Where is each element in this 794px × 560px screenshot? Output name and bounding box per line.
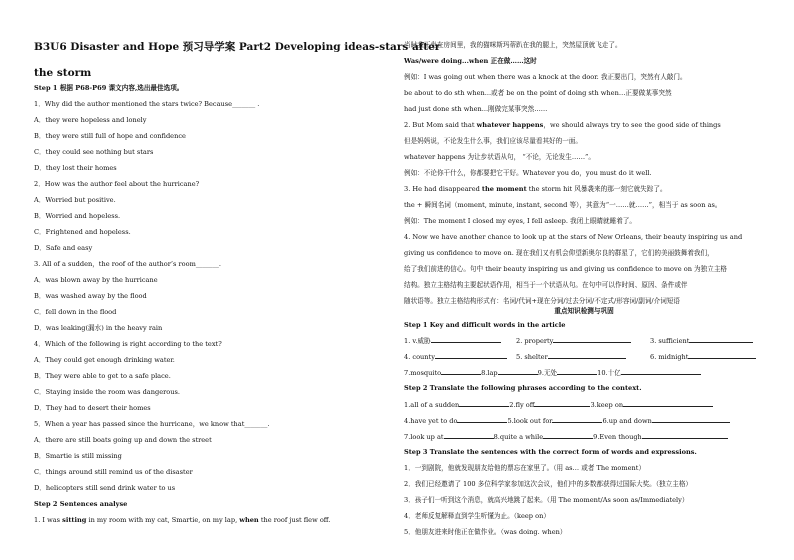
example-3: 例如：The moment I closed my eyes, I fell asleep. 我闭上眼睛就睡着了。 [404,217,636,225]
sentence-1-part-c: in my room with my cat, Smartie, on my lap, [86,516,240,524]
vocab-row-1 [404,336,501,345]
q1-option-c: C．they could see nothing but stars [34,148,154,156]
translate-item-3: 3．孩子们一听到这个消息，就高兴地跳了起来。（用 The moment/As soon as/Immediately） [404,496,689,504]
sentence-2-part-c: ，we should always try to see the good side of things [543,121,721,129]
sentence-3 [404,185,667,193]
q4-option-b: B．They were able to get to a safe place. [34,372,171,380]
q3-option-b: B．was washed away by the flood [34,292,147,300]
answer-blank[interactable] [441,368,481,375]
answer-blank[interactable] [689,336,753,343]
answer-blank[interactable] [498,368,538,375]
answer-blank[interactable] [444,432,494,439]
q1-option-b: B．they were still full of hope and confidence [34,132,186,140]
phrase-5: 5.look out for [507,417,553,425]
q2-option-c: C．Frightened and hopeless. [34,228,131,236]
answer-blank[interactable] [688,352,756,359]
vocab-row-2 [404,352,507,361]
sentence-2-keyword: whatever happens [476,121,544,129]
phrase-7: 7.look up at [404,433,444,441]
q5-option-d: D．helicopters still send drink water to us [34,484,176,492]
vocab-item-7: 7.mosquito [404,369,442,377]
q3-option-c: C．fell down in the flood [34,308,117,316]
q3-option-d: D．was leaking(漏水) in the heavy rain [34,324,163,332]
phrase-9: 9.Even though [593,433,642,441]
phrase-8: 8.quite a while [493,433,544,441]
phrase-2: 2.fly off [509,401,535,409]
question-2-stem: 2．How was the author feel about the hurricane? [34,180,200,188]
step1-words-heading: Step 1 Key and difficult words in the article [404,321,566,329]
q4-option-c: C．Staying inside the room was dangerous. [34,388,180,396]
example-1: 例如：I was going out when there was a knock at the door. 我正要出门，突然有人敲门。 [404,73,687,81]
phrase-4: 4.have yet to do [404,417,458,425]
translate-item-2: 2．我们已经邀请了 100 多位科学家参加这次会议，他们中的多数都获得过国际大奖。（独立主格） [404,480,693,488]
sentence-2 [404,121,721,129]
vocab-row-2c [650,352,756,361]
sentence-1 [34,516,330,524]
sentence-3-part-c: the storm hit 风暴袭来的那一刻它就失踪了。 [526,185,667,193]
answer-blank[interactable] [548,352,626,359]
review-title: 重点知识检测与巩固 [554,307,614,315]
vocab-item-9: 9.无处 [537,369,558,377]
q2-option-b: B．Worried and hopeless. [34,212,121,220]
step1-heading: Step 1 根据 P68-P69 课文内容,选出最佳选项。 [34,84,184,92]
question-1-stem: 1．Why did the author mentioned the stars twice? Because_______ . [34,100,260,108]
phrase-row-3 [404,432,728,441]
vocab-item-4: 4. county [404,353,435,361]
vocab-item-10: 10.十亿 [597,369,621,377]
vocab-row-2b [516,352,626,361]
sentence-4-cont: giving us confidence to move on. 现在我们又有机会仰望新奥尔良的群星了，它们的美丽鼓舞着我们， [404,249,714,257]
vocab-item-6: 6. midnight [650,353,689,361]
title-line-2: the storm [34,67,92,79]
answer-blank[interactable] [435,352,507,359]
phrase-row-2 [404,416,730,425]
answer-blank[interactable] [652,416,730,423]
step2-phrases-heading: Step 2 Translate the following phrases according to the context. [404,384,642,392]
sentence-1-part-e: the roof just flew off. [258,516,331,524]
grammar-point-3: the + 瞬间名词（moment, minute, instant, second 等），其意为“一……就……”，相当于 as soon as。 [404,201,722,209]
phrase-row-1 [404,400,713,409]
answer-blank[interactable] [457,416,507,423]
q5-option-b: B．Smartie is still missing [34,452,122,460]
grammar-note-4: 随状语等。独立主格结构形式有：名词/代词+现在分词/过去分词/不定式/形容词/副词/介词短语 [404,297,681,305]
grammar-point-1: Was/were doing...when 正在做……这时 [404,57,537,65]
answer-blank[interactable] [534,400,590,407]
answer-blank[interactable] [557,368,597,375]
vocab-item-3: 3. sufficient [650,337,690,345]
translation-line: 当时我正坐在房间里，我的猫咪斯玛蒂趴在我的腿上，突然屋顶就飞走了。 [404,41,622,49]
grammar-note-1: be about to do sth when...或者 be on the point of doing sth when…正要做某事突然 [404,89,672,97]
q5-option-c: C．things around still remind us of the disaster [34,468,193,476]
phrase-3: 3.keep on [590,401,624,409]
answer-blank[interactable] [543,432,593,439]
answer-blank[interactable] [553,336,631,343]
translate-item-4: 4．老师反复解释直到学生听懂为止。（keep on） [404,512,550,520]
q5-option-a: A．there are still boats going up and down the street [34,436,212,444]
sentence-4: 4. Now we have another chance to look up at the stars of New Orleans, their beauty inspiring us and [404,233,743,241]
question-5-stem: 5．When a year has passed since the hurricane，we know that_______. [34,420,270,428]
translate-item-5: 5．他朋友进来时他正在做作业。（was doing. when） [404,528,567,536]
vocab-item-1: 1. v.威胁 [404,337,431,345]
vocab-item-2: 2. property [516,337,554,345]
step3-sentences-heading: Step 3 Translate the sentences with the correct form of words and expressions. [404,448,697,456]
sentence-1-keyword-when: when [239,516,259,524]
phrase-6: 6.up and down [602,417,652,425]
example-2: 例如：不论你干什么，你都要把它干好。Whatever you do，you must do it well. [404,169,652,177]
answer-blank[interactable] [621,368,701,375]
vocab-item-8: 8.lap [481,369,498,377]
vocab-row-3 [404,368,701,377]
q4-option-a: A．They could get enough drinking water. [34,356,175,364]
grammar-note-3: 结构。独立主格结构主要起状语作用，相当于一个状语从句。在句中可以作时间、原因、条件或伴 [404,281,688,289]
q1-option-d: D．they lost their homes [34,164,117,172]
sentence-1-part-a: 1. I was [34,516,63,524]
q3-option-a: A．was blown away by the hurricane [34,276,158,284]
sentence-3-part-a: 3. He had disappeared [404,185,482,193]
grammar-note-2: had just done sth when...刚做完某事突然…… [404,105,548,113]
sentence-2-translation: 但是妈妈说，不论发生什么事，我们应该尽量看其好的一面。 [404,137,583,145]
answer-blank[interactable] [623,400,713,407]
sentence-4-translation: 给了我们前进的信心。句中 their beauty inspiring us and giving us confidence to move on 为独立主格 [404,265,728,273]
q2-option-a: A．Worried but positive. [34,196,116,204]
question-4-stem: 4．Which of the following is right according to the text? [34,340,222,348]
answer-blank[interactable] [459,400,509,407]
answer-blank[interactable] [431,336,501,343]
answer-blank[interactable] [552,416,602,423]
q1-option-a: A．they were hopeless and lonely [34,116,147,124]
q2-option-d: D．Safe and easy [34,244,93,252]
grammar-point-2: whatever happens 为让步状语从句， “不论，无论发生……”。 [404,153,596,161]
question-3-stem: 3. All of a sudden，the roof of the author’s room_______. [34,260,222,268]
vocab-item-5: 5. shelter [516,353,548,361]
sentence-3-keyword: the moment [481,185,527,193]
answer-blank[interactable] [642,432,728,439]
sentence-2-part-a: 2. But Mom said that [404,121,477,129]
vocab-row-1b [516,336,631,345]
sentence-1-keyword-sitting: sitting [62,516,87,524]
translate-item-1: 1．一到剧院，他就发现朋友给他的票忘在家里了。（用 as… 或者 The moment） [404,464,646,472]
title-line-1: B3U6 Disaster and Hope 预习导学案 Part2 Developing ideas-stars after [34,41,441,53]
phrase-1: 1.all of a sudden [404,401,460,409]
q4-option-d: D．They had to desert their homes [34,404,151,412]
vocab-row-1c [650,336,753,345]
step2-heading: Step 2 Sentences analyse [34,500,128,508]
